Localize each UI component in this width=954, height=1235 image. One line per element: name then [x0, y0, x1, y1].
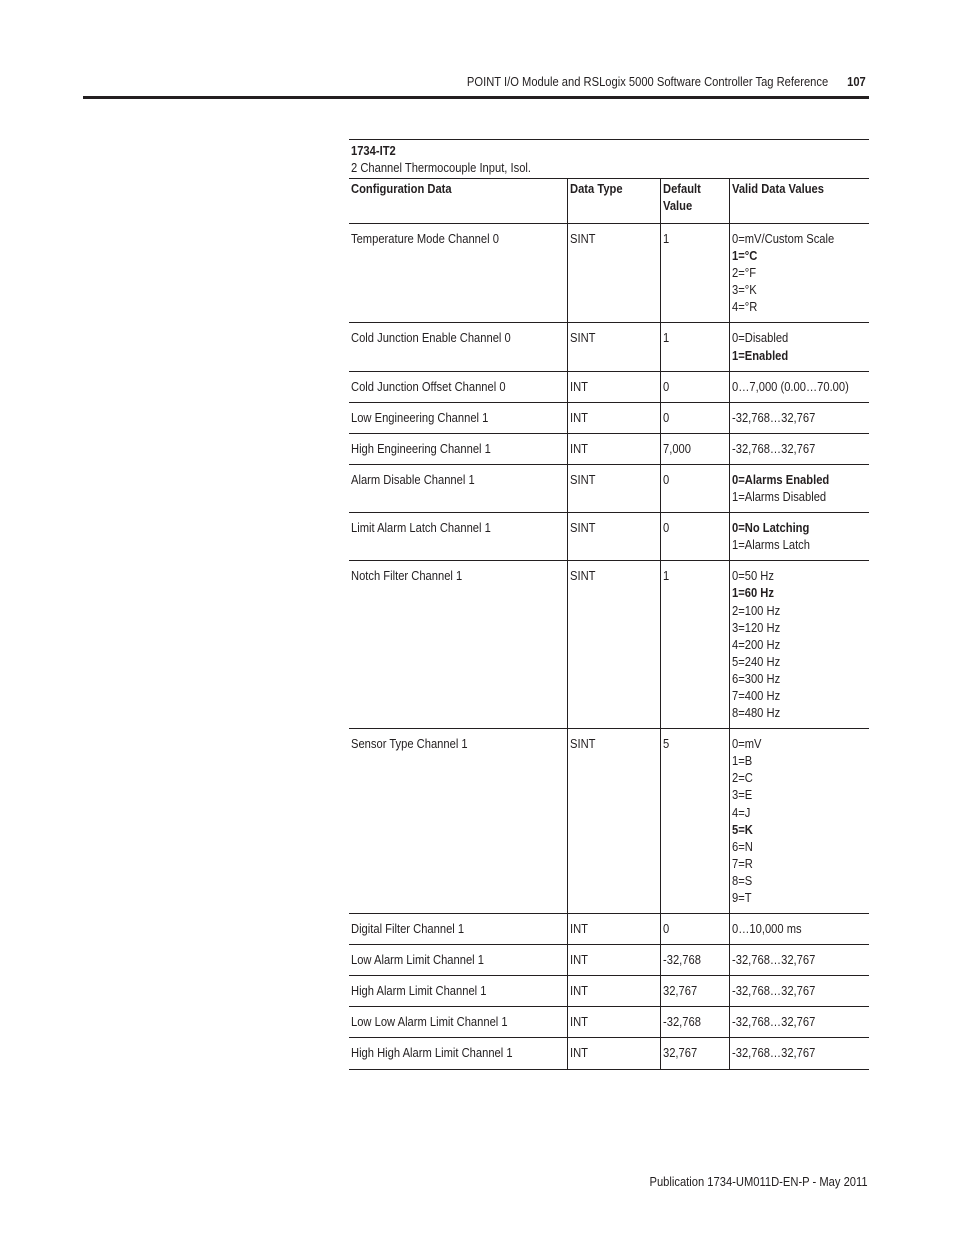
config-name-cell: Alarm Disable Channel 1	[351, 471, 475, 487]
data-type-cell: INT	[567, 433, 660, 464]
config-name-cell: High Alarm Limit Channel 1	[351, 983, 487, 999]
valid-value: 3=E	[731, 787, 752, 803]
default-value-cell: 32,767	[660, 1038, 729, 1069]
valid-value: 4=200 Hz	[731, 636, 780, 652]
data-type-cell: SINT	[567, 323, 660, 371]
valid-value: -32,768…32,767	[731, 440, 815, 456]
data-type-cell: INT	[567, 1007, 660, 1038]
valid-values-cell	[729, 513, 869, 561]
valid-value: -32,768…32,767	[731, 983, 815, 999]
table-row	[349, 729, 869, 914]
config-name-cell: Low Engineering Channel 1	[351, 409, 489, 425]
valid-values-cell	[729, 323, 869, 371]
config-name-cell: Cold Junction Offset Channel 0	[351, 378, 506, 394]
config-name-cell: Notch Filter Channel 1	[351, 568, 463, 584]
table-body	[349, 224, 869, 1070]
default-value-cell: 32,767	[660, 976, 729, 1007]
table-row	[349, 561, 869, 729]
table-row	[349, 433, 869, 464]
valid-value: 4=J	[731, 804, 750, 820]
valid-value: 0=50 Hz	[731, 568, 774, 584]
valid-value: 7=400 Hz	[731, 687, 780, 703]
valid-values-cell	[729, 561, 869, 729]
running-header	[467, 74, 866, 89]
valid-value: 0…10,000 ms	[731, 921, 802, 937]
column-header: Valid Data Values	[729, 179, 869, 224]
table-row	[349, 224, 869, 323]
valid-values-cell	[729, 1038, 869, 1069]
column-header: Default Value	[660, 179, 729, 224]
data-type-cell: INT	[567, 914, 660, 945]
valid-value: -32,768…32,767	[731, 409, 815, 425]
default-value-cell: 0	[660, 371, 729, 402]
valid-value: 9=T	[731, 890, 752, 905]
default-value-cell: 0	[660, 914, 729, 945]
valid-value: 3=°K	[731, 282, 757, 298]
default-value-cell: 0	[660, 464, 729, 512]
valid-value: 1=Alarms Disabled	[731, 489, 826, 505]
publication-footer: Publication 1734-UM011D-EN-P - May 2011	[649, 1174, 868, 1189]
default-value-cell: 5	[660, 729, 729, 914]
table-row	[349, 976, 869, 1007]
valid-value: 1=B	[731, 753, 752, 769]
default-valid-value: 1=°C	[731, 248, 757, 264]
table-row	[349, 323, 869, 371]
data-type-cell: INT	[567, 1038, 660, 1069]
default-valid-value: 1=60 Hz	[731, 585, 774, 601]
config-table	[349, 178, 869, 1070]
table-header-row	[349, 179, 869, 224]
data-type-cell: SINT	[567, 561, 660, 729]
default-valid-value: 1=Enabled	[731, 347, 788, 363]
default-value-cell: 0	[660, 513, 729, 561]
table-row	[349, 945, 869, 976]
valid-value: 0=Disabled	[731, 330, 788, 346]
valid-values-cell	[729, 729, 869, 914]
default-value-cell: 0	[660, 402, 729, 433]
valid-value: 6=N	[731, 838, 753, 854]
table-caption	[349, 140, 869, 178]
table-row	[349, 371, 869, 402]
config-name-cell: Cold Junction Enable Channel 0	[351, 330, 511, 346]
module-name: 1734-IT2	[351, 143, 396, 158]
data-type-cell: SINT	[567, 729, 660, 914]
default-value-cell: 1	[660, 323, 729, 371]
table-row	[349, 914, 869, 945]
default-valid-value: 5=K	[731, 821, 753, 837]
default-valid-value: 0=Alarms Enabled	[731, 471, 829, 487]
config-name-cell: Sensor Type Channel 1	[351, 736, 468, 752]
column-header: Configuration Data	[351, 181, 452, 196]
table-row	[349, 1038, 869, 1069]
table-row	[349, 513, 869, 561]
table-row	[349, 464, 869, 512]
header-rule	[83, 96, 869, 99]
valid-value: 7=R	[731, 855, 753, 871]
valid-value: 2=100 Hz	[731, 602, 780, 618]
valid-values-cell	[729, 371, 869, 402]
table-row	[349, 402, 869, 433]
data-type-cell: SINT	[567, 513, 660, 561]
valid-value: -32,768…32,767	[731, 1014, 815, 1030]
valid-value: 0=mV/Custom Scale	[731, 231, 834, 246]
data-type-cell: SINT	[567, 464, 660, 512]
valid-value: -32,768…32,767	[731, 952, 815, 968]
valid-values-cell	[729, 464, 869, 512]
config-name-cell: Limit Alarm Latch Channel 1	[351, 520, 491, 536]
valid-value: 0=mV	[731, 736, 762, 752]
default-value-cell: 1	[660, 561, 729, 729]
valid-value: 1=Alarms Latch	[731, 537, 810, 553]
config-name-cell: High High Alarm Limit Channel 1	[351, 1045, 513, 1061]
valid-values-cell	[729, 1007, 869, 1038]
valid-value: -32,768…32,767	[731, 1045, 815, 1061]
valid-values-cell	[729, 433, 869, 464]
valid-values-cell	[729, 402, 869, 433]
default-value-cell: 1	[660, 224, 729, 323]
valid-values-cell	[729, 224, 869, 323]
valid-value: 2=°F	[731, 265, 756, 281]
config-name-cell: Temperature Mode Channel 0	[351, 231, 499, 246]
page-number: 107	[847, 74, 866, 89]
table-row	[349, 1007, 869, 1038]
data-type-cell: INT	[567, 402, 660, 433]
data-type-cell: INT	[567, 945, 660, 976]
valid-value: 3=120 Hz	[731, 619, 780, 635]
default-value-cell: -32,768	[660, 1007, 729, 1038]
valid-value: 8=S	[731, 872, 752, 888]
config-name-cell: Digital Filter Channel 1	[351, 921, 465, 937]
config-name-cell: High Engineering Channel 1	[351, 440, 491, 456]
module-description: 2 Channel Thermocouple Input, Isol.	[351, 160, 532, 175]
valid-value: 0…7,000 (0.00…70.00)	[731, 378, 849, 394]
valid-value: 4=°R	[731, 299, 757, 315]
default-value-cell: 7,000	[660, 433, 729, 464]
valid-values-cell	[729, 914, 869, 945]
data-type-cell: INT	[567, 371, 660, 402]
valid-value: 6=300 Hz	[731, 670, 780, 686]
default-valid-value: 0=No Latching	[731, 520, 809, 536]
data-type-cell: INT	[567, 976, 660, 1007]
column-header: Data Type	[567, 179, 660, 224]
valid-values-cell	[729, 945, 869, 976]
valid-value: 2=C	[731, 770, 753, 786]
config-name-cell: Low Low Alarm Limit Channel 1	[351, 1014, 508, 1030]
valid-value: 5=240 Hz	[731, 653, 780, 669]
default-value-cell: -32,768	[660, 945, 729, 976]
valid-values-cell	[729, 976, 869, 1007]
data-type-cell: SINT	[567, 224, 660, 323]
valid-value: 8=480 Hz	[731, 705, 780, 721]
header-title: POINT I/O Module and RSLogix 5000 Software Controller Tag Reference	[467, 74, 829, 89]
tag-table	[349, 139, 869, 1070]
config-name-cell: Low Alarm Limit Channel 1	[351, 952, 484, 968]
